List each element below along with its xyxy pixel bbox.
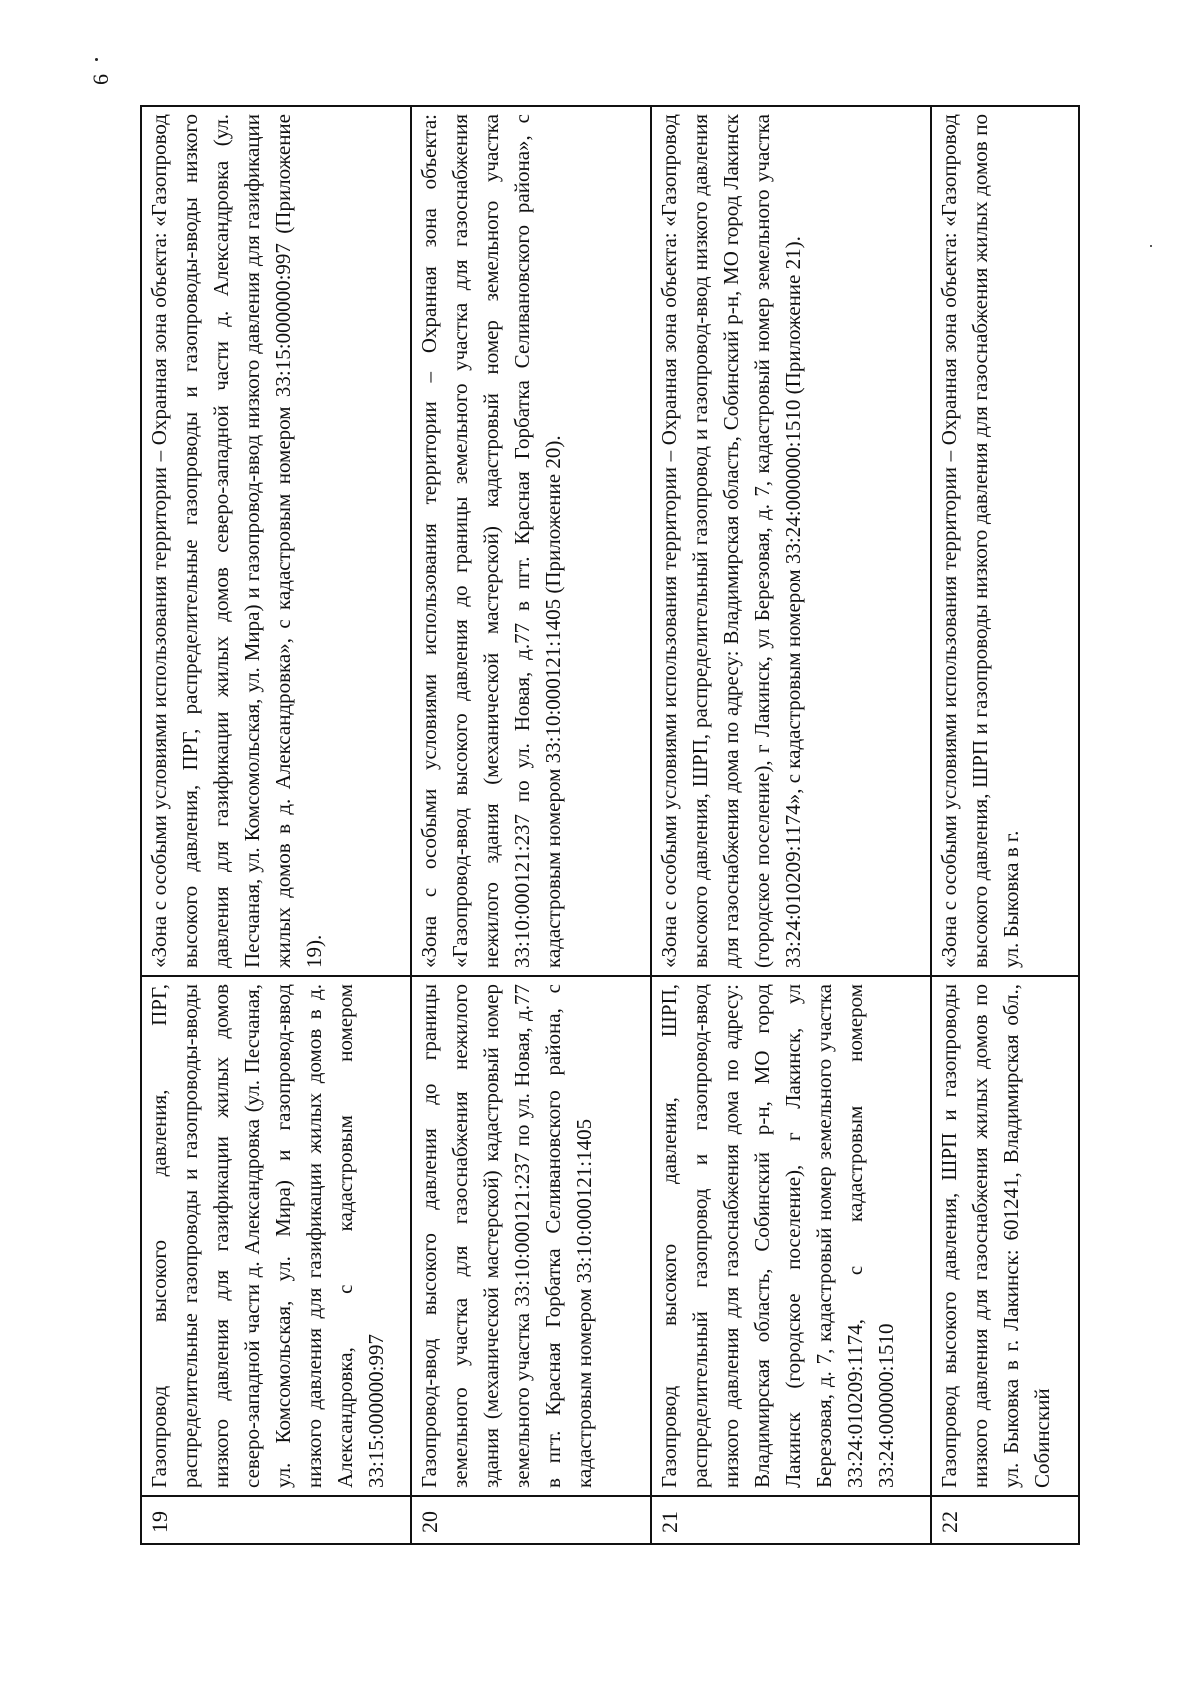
zone-description: «Зона с особыми условиями использования территории – Охранная зона объекта: «Газопровод высокого давления, ШРП, распределительный газопровод и газопровод-ввод низкого давления для газоснабжения дома по адресу: Владимирская область, Собинский р-н, МО город Лакинск (городское поселение), г Лакинск, ул Березовая, д. 7, кадастровый номер земельного участка 33:24:010209:1174», с кадастровым номером 33:24:000000:1510 (Приложение 21).: [651, 106, 931, 976]
scan-speck: [95, 58, 98, 61]
zone-description: «Зона с особыми условиями использования территории – Охранная зона объекта: «Газопровод высокого давления, ШРП и газопроводы низкого давления для газоснабжения жилых домов по ул. Быковка в г.: [931, 106, 1079, 976]
zone-description: «Зона с особыми условиями использования территории – Охранная зона объекта: «Газопровод-ввод высокого давления до границы земельного участка для газоснабжения нежилого здания (механической мастерской) кадастровый номер земельного участка 33:10:000121:237 по ул. Новая, д.77 в пгт. Красная Горбатка Селивановского района», с кадастровым номером 33:10:000121:1405 (Приложение 20).: [411, 106, 651, 976]
object-description: Газопровод высокого давления, ШРП, распределительный газопровод и газопровод-ввод низкого давления для газоснабжения дома по адресу: Владимирская область, Собинский р-н, МО город Лакинск (городское поселение), г Лакинск, ул Березовая, д. 7, кадастровый номер земельного участка 33:24:010209:1174, с кадастровым номером 33:24:000000:1510: [651, 976, 931, 1496]
row-number: 22: [931, 1496, 1079, 1544]
table-row: [651, 106, 931, 1544]
object-description: Газопровод высокого давления, ПРГ, распределительные газопроводы и газопроводы-вводы низкого давления для газификации жилых домов северо-западной части д. Александровка (ул. Песчаная, ул. Комсомольская, ул. Мира) и газопровод-ввод низкого давления для газификации жилых домов в д. Александровка, с кадастровым номером 33:15:000000:997: [141, 976, 411, 1496]
scan-speck: [1150, 245, 1152, 247]
row-number: 20: [411, 1496, 651, 1544]
table-row: [141, 106, 411, 1544]
object-description: Газопровод-ввод высокого давления до границы земельного участка для газоснабжения нежилого здания (механической мастерской) кадастровый номер земельного участка 33:10:000121:237 по ул. Новая, д.77 в пгт. Красная Горбатка Селивановского района, с кадастровым номером 33:10:000121:1405: [411, 976, 651, 1496]
zone-description: «Зона с особыми условиями использования территории – Охранная зона объекта: «Газопровод высокого давления, ПРГ, распределительные газопроводы и газопроводы-вводы низкого давления для газификации жилых домов северо-западной части д. Александровка (ул. Песчаная, ул. Комсомольская, ул. Мира) и газопровод-ввод низкого давления для газификации жилых домов в д. Александровка», с кадастровым номером 33:15:000000:997 (Приложение 19).: [141, 106, 411, 976]
row-number: 19: [141, 1496, 411, 1544]
table-row: [931, 106, 1079, 1544]
zones-table: [140, 105, 1080, 1545]
table-row: [411, 106, 651, 1544]
object-description: Газопровод высокого давления, ШРП и газопроводы низкого давления для газоснабжения жилых домов по ул. Быковка в г. Лакинск: 601241, Владимирская обл., Собинский: [931, 976, 1079, 1496]
row-number: 21: [651, 1496, 931, 1544]
page-number: 6: [88, 74, 113, 85]
rotated-table-wrapper: [140, 105, 1080, 1545]
